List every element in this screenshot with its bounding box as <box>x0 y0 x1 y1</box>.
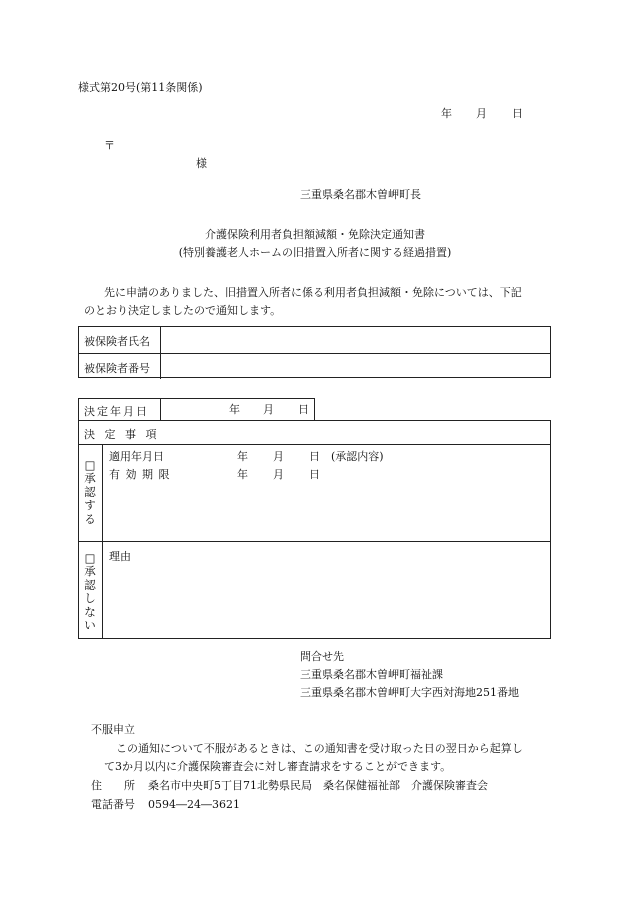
approve-column[interactable] <box>79 445 103 541</box>
insured-info-table <box>78 326 551 378</box>
approve-label: □承認する <box>84 458 96 526</box>
reason-label: 理由 <box>109 550 131 563</box>
validity-day: 日 <box>309 468 320 481</box>
approval-content-label: (承認内容) <box>331 450 384 463</box>
decision-date-box <box>78 398 315 421</box>
contact-dept: 三重県桑名郡木曽岬町福祉課 <box>300 668 443 681</box>
date-day-label: 日 <box>512 107 523 120</box>
date-year-label: 年 <box>441 107 452 120</box>
recipient-suffix: 様 <box>196 157 207 170</box>
decision-date-month: 月 <box>263 403 274 416</box>
decision-header: 決 定 事 項 <box>79 421 550 445</box>
insured-name-label: 被保険者氏名 <box>79 327 161 353</box>
form-number: 様式第20号(第11条関係) <box>78 81 203 94</box>
appeal-phone-value: 0594―24―3621 <box>148 798 240 811</box>
validity-year: 年 <box>237 468 248 481</box>
intro-line-1: 先に申請のありました、旧措置入所者に係る利用者負担減額・免除については、下記 <box>104 286 522 299</box>
apply-date-label: 適用年月日 <box>109 450 164 463</box>
doc-subtitle: (特別養護老人ホームの旧措置入所者に関する経過措置) <box>178 246 452 259</box>
doc-title: 介護保険利用者負担額減額・免除決定通知書 <box>205 228 425 241</box>
date-month-label: 月 <box>476 107 487 120</box>
decision-date-label: 決定年月日 <box>79 399 161 420</box>
issuer-name: 三重県桑名郡木曽岬町長 <box>300 188 421 201</box>
contact-heading: 問合せ先 <box>300 650 344 663</box>
appeal-text-1: この通知について不服があるときは、この通知書を受け取った日の翌日から起算し <box>116 742 523 755</box>
appeal-address-value: 桑名市中央町5丁目71北勢県民局 桑名保健福祉部 介護保険審査会 <box>148 779 488 792</box>
appeal-text-2: て3か月以内に介護保険審査会に対し審査請求をすることができます。 <box>104 760 452 773</box>
approve-section <box>79 445 550 542</box>
apply-date-month: 月 <box>273 450 284 463</box>
validity-month: 月 <box>273 468 284 481</box>
appeal-phone-label: 電話番号 <box>91 798 135 811</box>
insured-number-row <box>79 353 550 379</box>
deny-label: □承認しない <box>84 551 96 633</box>
decision-date-year: 年 <box>229 403 240 416</box>
appeal-address-label: 住 所 <box>91 779 135 792</box>
insured-name-row <box>79 327 550 353</box>
deny-column[interactable] <box>79 542 103 638</box>
decision-table <box>78 420 551 639</box>
insured-number-label: 被保険者番号 <box>79 354 161 379</box>
appeal-heading: 不服申立 <box>91 723 135 736</box>
deny-section <box>79 542 550 638</box>
postal-mark: 〒 <box>104 139 115 152</box>
intro-line-2: のとおり決定しましたので通知します。 <box>84 304 282 317</box>
decision-date-day: 日 <box>298 403 309 416</box>
contact-address: 三重県桑名郡木曽岬町大字西対海地251番地 <box>300 686 519 699</box>
apply-date-year: 年 <box>237 450 248 463</box>
apply-date-day: 日 <box>309 450 320 463</box>
validity-label: 有 効 期 限 <box>109 468 171 481</box>
